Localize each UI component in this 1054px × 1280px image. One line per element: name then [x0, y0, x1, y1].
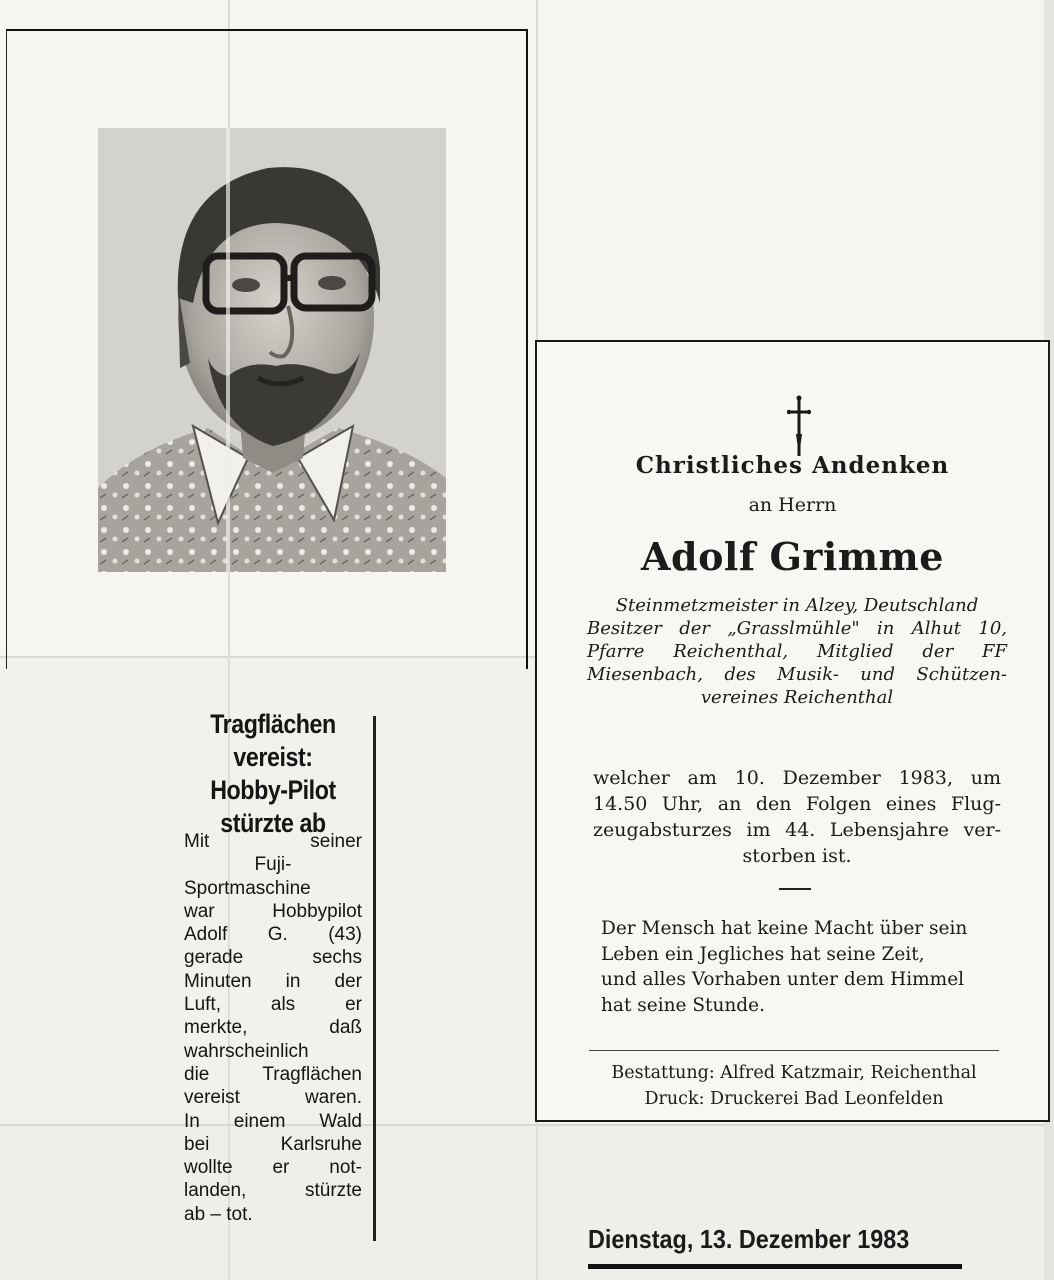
divider-dash: [779, 888, 811, 890]
description-line: Miesenbach, des Musik- und Schützen-: [587, 664, 1007, 685]
clipping-line: wollte er not-: [184, 1157, 362, 1179]
clipping-line: gerade sechs: [184, 947, 362, 969]
death-notice-line: zeugabsturzes im 44. Lebensjahre ver-: [593, 819, 1001, 841]
clipping-line: Adolf G. (43): [184, 924, 362, 946]
clipping-line: vereist waren.: [184, 1087, 362, 1109]
card-description: [587, 594, 1007, 709]
clipping-line: In einem Wald: [184, 1110, 362, 1132]
clipping-body: [184, 830, 362, 1226]
print-credit: Druck: Druckerei Bad Leonfelden: [644, 1089, 944, 1109]
quote-line: Leben ein Jegliches hat seine Zeit,: [601, 943, 925, 965]
clipping-line: Minuten in der: [184, 970, 362, 992]
clipping-line: Luft, als er: [184, 994, 362, 1016]
portrait-photo: [98, 128, 446, 572]
cross-icon: [787, 394, 811, 458]
death-notice-line: welcher am 10. Dezember 1983, um: [593, 767, 1001, 789]
card-footer: [589, 1060, 999, 1112]
headline-line: Hobby-Pilot: [210, 775, 336, 805]
paper-sheet-bottom: [0, 1125, 1054, 1280]
description-line: Steinmetzmeister in Alzey, Deutschland: [615, 595, 979, 616]
clipping-line: Sportmaschine: [184, 877, 311, 899]
death-notice-line: 14.50 Uhr, an den Folgen eines Flug-: [593, 793, 1001, 815]
clipping-line: Mit seiner: [184, 831, 362, 852]
newspaper-clipping: [184, 708, 362, 1226]
newspaper-date-rule: [588, 1264, 962, 1269]
card-salutation: an Herrn: [748, 494, 837, 516]
fold-line: [0, 1124, 1054, 1126]
clipping-line: landen, stürzte: [184, 1180, 362, 1202]
memorial-card: [535, 340, 1050, 1122]
clipping-column-rule: [373, 716, 376, 1241]
quote-line: hat seine Stunde.: [601, 994, 765, 1016]
quote-line: und alles Vorhaben unter dem Himmel: [601, 969, 965, 990]
burial-credit: Bestattung: Alfred Katzmair, Reichenthal: [611, 1063, 977, 1083]
headline-line: Tragflächen: [210, 709, 336, 739]
clipping-line: war Hobbypilot: [184, 900, 362, 922]
clipping-line: bei Karlsruhe: [184, 1133, 362, 1155]
newspaper-date: Dienstag, 13. Dezember 1983: [588, 1224, 910, 1254]
card-quote: [601, 916, 1001, 1018]
clipping-line: ab – tot.: [184, 1203, 253, 1225]
headline-line: stürzte ab: [220, 808, 326, 838]
clipping-line: die Tragflächen: [184, 1063, 362, 1085]
description-line: Pfarre Reichenthal, Mitglied der FF: [587, 641, 1007, 662]
clipping-headline: [196, 708, 349, 840]
clipping-line: merkte, daß: [184, 1017, 362, 1039]
card-title: Christliches Andenken: [635, 452, 950, 479]
description-line: Besitzer der „Grasslmühle" in Alhut 10,: [587, 618, 1007, 639]
headline-line: vereist:: [233, 742, 313, 772]
deceased-name: Adolf Grimme: [641, 534, 944, 579]
death-notice-line: storben ist.: [742, 845, 852, 867]
quote-line: Der Mensch hat keine Macht über sein: [601, 918, 968, 939]
clipping-line: Fuji-: [254, 854, 292, 876]
description-line: vereines Reichenthal: [700, 687, 894, 708]
clipping-line: wahrscheinlich: [184, 1040, 309, 1062]
card-death-notice: [593, 765, 1001, 869]
footer-divider: [589, 1050, 999, 1051]
